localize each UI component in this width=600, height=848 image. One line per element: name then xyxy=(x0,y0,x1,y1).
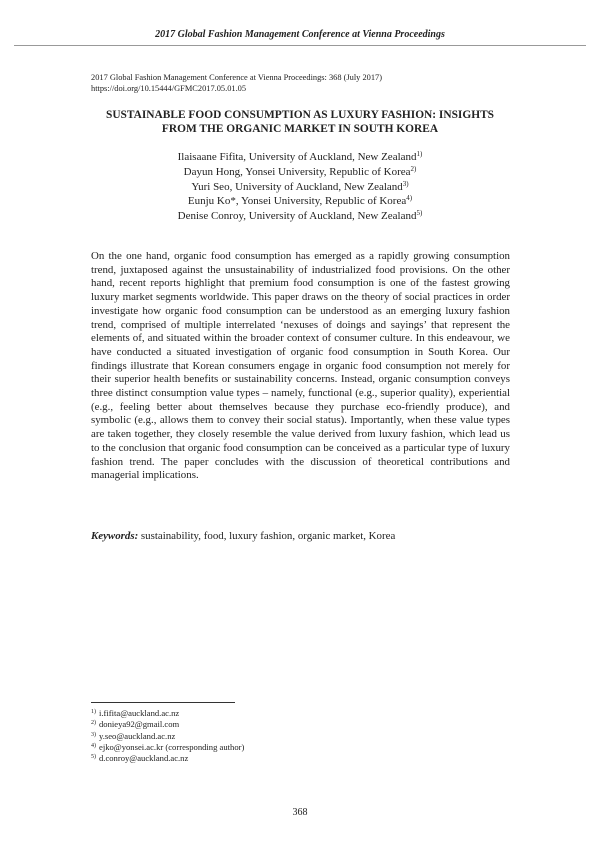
page-number: 368 xyxy=(292,807,308,818)
author-mark: 4) xyxy=(406,194,413,203)
header-rule xyxy=(14,45,586,46)
author-4 xyxy=(60,194,540,209)
footnote-mark: 3) xyxy=(91,731,96,738)
footnote-1 xyxy=(91,708,391,719)
author-list xyxy=(60,150,540,224)
footnote-email[interactable]: i.fifita@auckland.ac.nz xyxy=(99,708,180,718)
keywords-line xyxy=(91,530,510,544)
author-text: Denise Conroy, University of Auckland, New Zealand xyxy=(177,210,417,223)
keywords-label: Keywords: xyxy=(91,530,139,542)
author-3 xyxy=(60,180,540,195)
author-text: Yuri Seo, University of Auckland, New Zealand xyxy=(191,180,403,193)
footnote-4 xyxy=(91,742,391,753)
keywords-text: sustainability, food, luxury fashion, organic market, Korea xyxy=(138,530,396,542)
title-line-2: FROM THE ORGANIC MARKET IN SOUTH KOREA xyxy=(161,123,439,135)
author-mark: 2) xyxy=(410,164,417,173)
author-2 xyxy=(60,165,540,180)
author-mark: 3) xyxy=(402,179,409,188)
footnote-email[interactable]: y.seo@auckland.ac.nz xyxy=(99,730,176,741)
paper-title xyxy=(60,108,540,136)
footnote-5 xyxy=(91,753,391,764)
footnotes xyxy=(91,708,391,764)
author-mark: 1) xyxy=(416,150,423,158)
author-text: Dayun Hong, Yonsei University, Republic of Korea xyxy=(183,165,411,178)
doi-link[interactable]: https://doi.org/10.15444/GFMC2017.05.01.05 xyxy=(91,83,247,93)
footnote-2 xyxy=(91,719,391,730)
citation-block xyxy=(91,73,511,94)
footnote-mark: 4) xyxy=(91,742,96,749)
footnote-mark: 5) xyxy=(91,754,96,761)
footnote-rule xyxy=(91,702,235,703)
footnote-mark: 2) xyxy=(91,720,96,727)
citation-line: 2017 Global Fashion Management Conference at Vienna Proceedings: 368 (July 2017) xyxy=(91,73,383,82)
footnote-email[interactable]: ejko@yonsei.ac.kr (corresponding author) xyxy=(99,741,245,752)
footnote-email[interactable]: d.conroy@auckland.ac.nz xyxy=(99,753,189,764)
author-mark: 5) xyxy=(416,209,423,218)
author-1 xyxy=(60,150,540,165)
running-header: 2017 Global Fashion Management Conference at Vienna Proceedings xyxy=(155,29,445,40)
abstract-text: On the one hand, organic food consumption has emerged as a rapidly growing consumption trend, juxtaposed against the unsustainability of industrialized food provisions. On the other hand, recent reports highlight that premium food consumption is one of the fastest growing luxury market segments worldwide. This paper draws on the theory of social practices in order investigate how organic food consumption can be understood as an emerging luxury fashion trend, comprised of multiple interrelated ‘nexuses of doings and sayings’ that represent the elements of, and situated within the broader context of consumer culture. In this endeavour, we have conducted a situated investigation of organic food consumption in South Korea. Our findings illustrate that Korean consumers engage in organic food consumption not merely for their superior health benefits or sustainability concerns. Instead, organic consumption conveys three distinct consumption value types – namely, functional (e.g., superior quality), experiential (e.g., feeling better about themselves because they purchase eco-friendly produce), and symbolic (e.g., allows them to convey their social status). Importantly, when these value types are taken together, they closely resemble the value derived from luxury fashion, which lead us to the conclusion that organic food consumption can be conceived as a particular type of luxury fashion trend. The paper concludes with the discussion of theoretical contributions and managerial implications. xyxy=(91,250,510,482)
footnote-3 xyxy=(91,731,391,742)
author-text: Ilaisaane Fifita, University of Auckland, New Zealand xyxy=(177,151,417,163)
author-5 xyxy=(60,209,540,224)
title-line-1: SUSTAINABLE FOOD CONSUMPTION AS LUXURY FASHION: INSIGHTS xyxy=(106,109,494,121)
author-text: Eunju Ko*, Yonsei University, Republic of Korea xyxy=(187,195,407,208)
footnote-email[interactable]: donieya92@gmail.com xyxy=(99,719,180,730)
footnote-mark: 1) xyxy=(91,709,96,715)
